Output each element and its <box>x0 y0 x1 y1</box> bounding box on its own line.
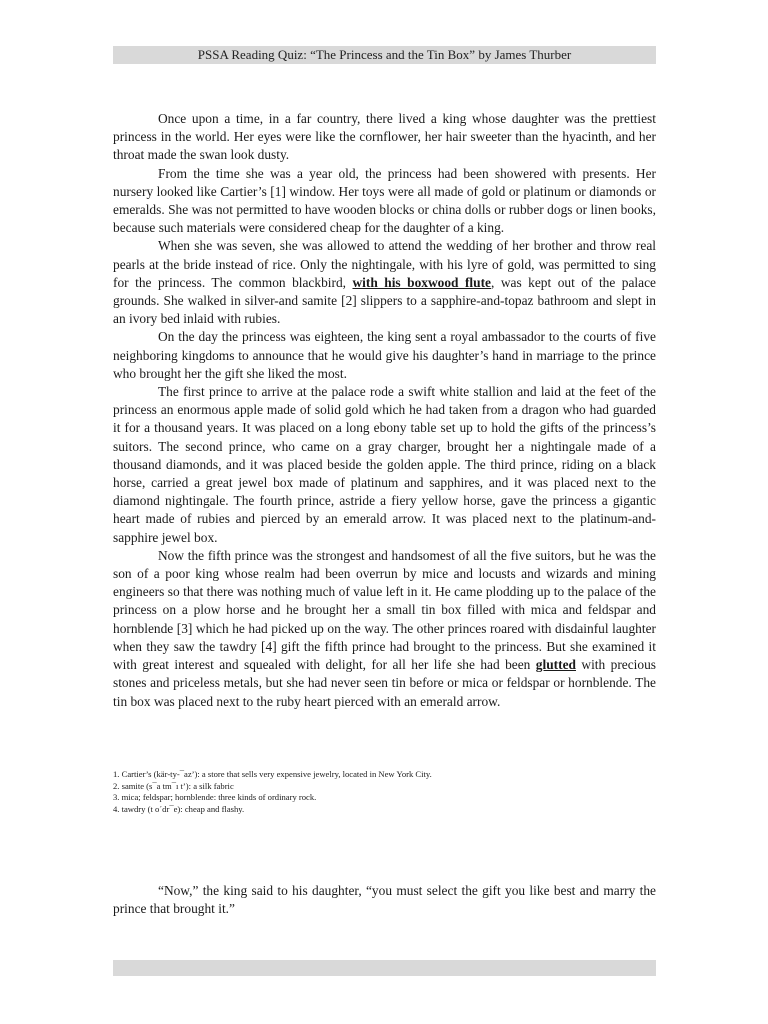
footer-band <box>113 960 656 976</box>
footnote-4: 4. tawdry (t o´dr¯e): cheap and flashy. <box>113 803 245 814</box>
vocab-phrase-boxwood-flute: with his boxwood flute <box>352 274 492 290</box>
quiz-title: PSSA Reading Quiz: “The Princess and the Tin Box” by James Thurber <box>197 47 572 62</box>
story-paragraph-4: On the day the princess was eighteen, the king sent a royal ambassador to the courts of five neighboring kingdoms to announce that he would give his daughter’s hand in marriage to the prince who brought her the gift she liked the most. <box>113 329 656 381</box>
vocab-word-glutted: glutted <box>535 657 576 673</box>
story-paragraph-3 <box>113 237 656 328</box>
footnotes <box>113 769 656 815</box>
footnote-1: 1. Cartier’s (kär-ty-¯az’): a store that sells very expensive jewelry, located in New York City. <box>113 769 432 779</box>
story-paragraph-1: Once upon a time, in a far country, there lived a king whose daughter was the prettiest princess in the world. Her eyes were like the cornflower, her hair sweeter than the hyacinth, and her throat made the swan look dusty. <box>113 111 656 163</box>
story-paragraph-3-end: , was kept out of the palace grounds. She walked in silver-and samite [2] slippers to a sapphire-and-topaz bathroom and slept in an ivory bed inlaid with rubies. <box>113 274 656 327</box>
footnote-3: 3. mica; feldspar; hornblende: three kinds of ordinary rock. <box>113 792 317 802</box>
story-paragraph-6-end: with precious stones and priceless metals, but she had never seen tin before or mica or feldspar or hornblende. The tin box was placed next to the ruby heart pierced with an emerald arrow. <box>113 657 656 709</box>
story-paragraph-6-start: Now the fifth prince was the strongest and handsomest of all the five suitors, but he was the son of a poor king whose realm had been overrun by mice and locusts and wizards and mining engineers so that there was nothing much of value left in it. He came plodding up to the palace of the princess on a plow horse and he brought her a small tin box filled with mica and feldspar and hornblende [3] which he had picked up on the way. The other princes roared with disdainful laughter when they saw the tawdry [4] gift the fifth prince had brought to the princess. But she examined it with great interest and squealed with delight, for all her life she had been <box>113 547 656 673</box>
continuation-paragraph-1: “Now,” the king said to his daughter, “you must select the gift you like best and marry the prince that brought it.” <box>113 883 656 917</box>
quiz-header <box>113 46 656 64</box>
story-paragraph-3-start: When she was seven, she was allowed to attend the wedding of her brother and throw real pearls at the bride instead of rice. Only the nightingale, with his lyre of gold, was permitted to sing for the princess. The common blackbird, <box>113 238 656 290</box>
story-continuation <box>113 882 656 918</box>
footnote-2: 2. samite (s¯a tm¯ı t’): a silk fabric <box>113 780 234 791</box>
story-paragraph-2: From the time she was a year old, the princess had been showered with presents. Her nursery looked like Cartier’s [1] window. Her toys were all made of gold or platinum or diamonds or emeralds. She was not permitted to have wooden blocks or china dolls or rubber dogs or linen books, because such materials were considered cheap for the daughter of a king. <box>113 165 656 236</box>
story-paragraph-5: The first prince to arrive at the palace rode a swift white stallion and laid at the feet of the princess an enormous apple made of solid gold which he had taken from a dragon who had guarded it for a thousand years. It was placed on a long ebony table set up to hold the gifts of the princess’s suitors. The second prince, who came on a gray charger, brought her a nightingale made of a thousand diamonds, and it was placed beside the golden apple. The third prince, riding on a black horse, carried a great jewel box made of platinum and sapphires, and it was placed next to the diamond nightingale. The fourth prince, astride a fiery yellow horse, gave the princess a gigantic heart made of rubies and pierced by an emerald arrow. It was placed next to the platinum-and-sapphire jewel box. <box>113 384 656 545</box>
story-text <box>113 110 656 711</box>
story-paragraph-6 <box>113 547 656 711</box>
